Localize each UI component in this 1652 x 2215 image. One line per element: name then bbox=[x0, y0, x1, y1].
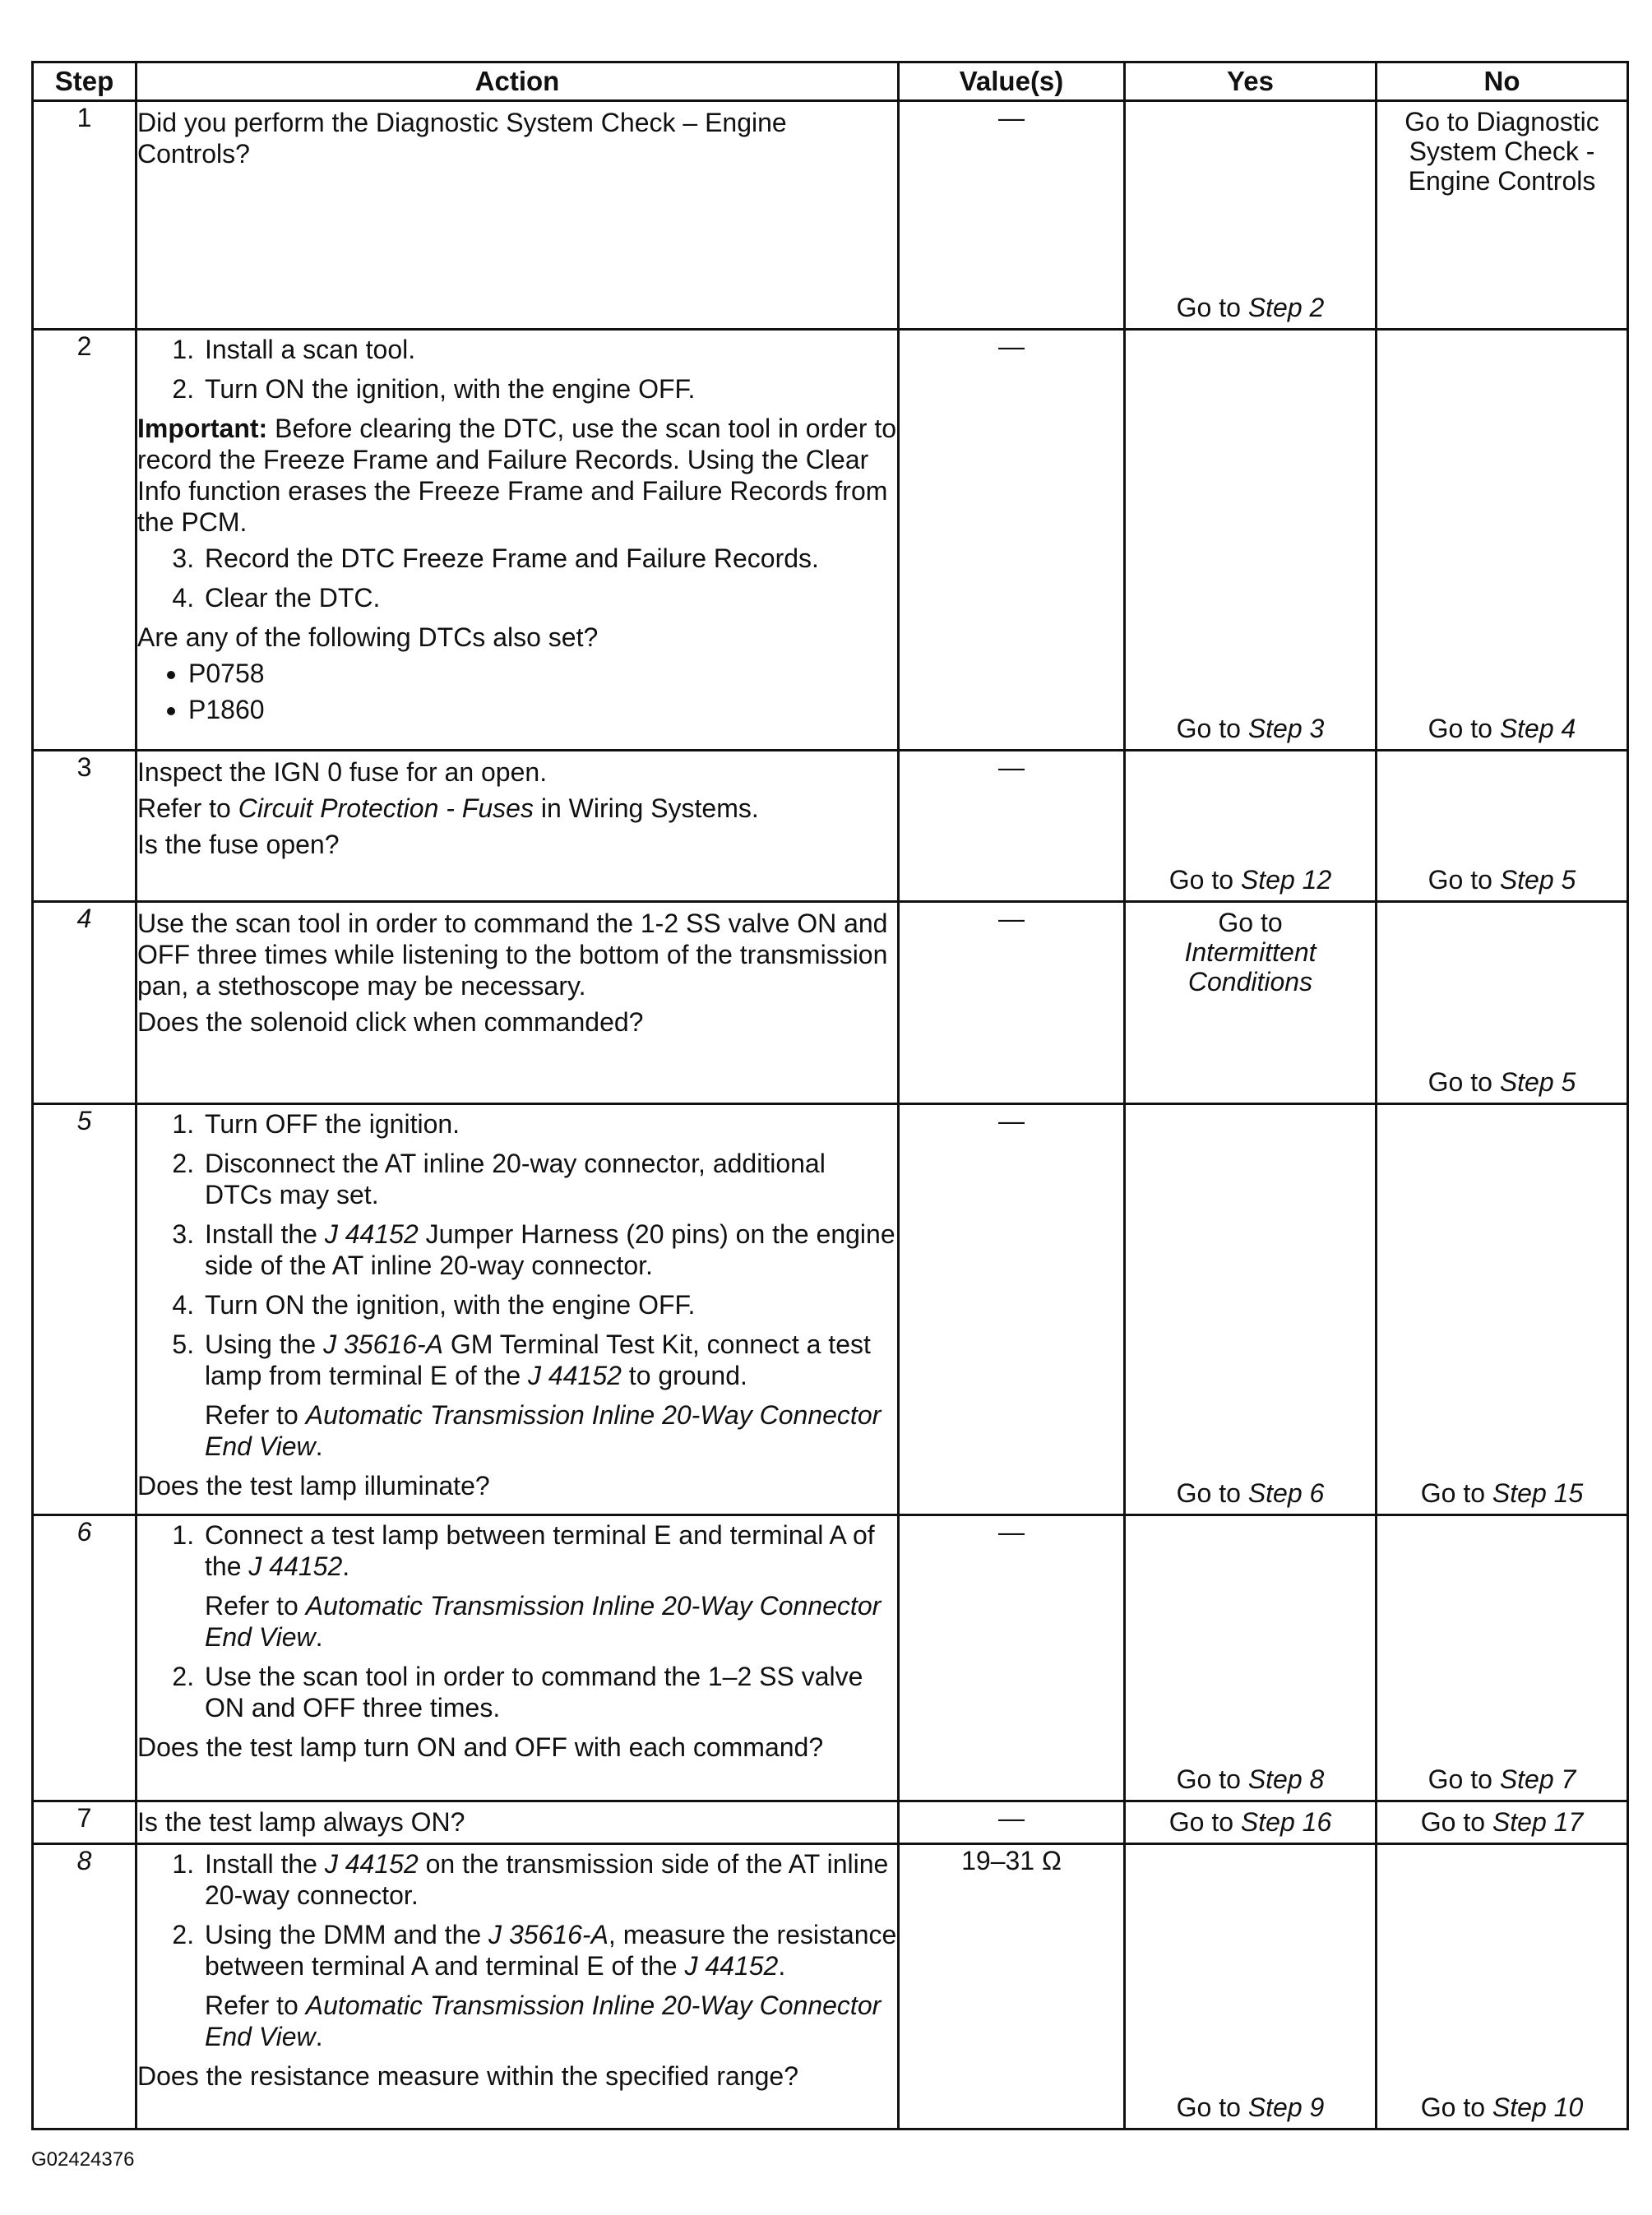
yes-link[interactable]: Go to Step 3 bbox=[1176, 714, 1325, 744]
connector-reference: Refer to Automatic Transmission Inline 20-Way Connector End View. bbox=[205, 1590, 882, 1652]
no-link[interactable]: Go to Step 5 bbox=[1428, 864, 1576, 895]
action-question: Is the test lamp always ON? bbox=[137, 1807, 465, 1838]
yes-cell bbox=[1125, 101, 1377, 330]
no-cell bbox=[1377, 751, 1628, 901]
yes-cell bbox=[1125, 751, 1377, 901]
list-item: 3. Record the DTC Freeze Frame and Failure Records. bbox=[201, 543, 897, 574]
list-item: • P1860 bbox=[188, 694, 897, 725]
no-link[interactable]: Go to Step 4 bbox=[1428, 714, 1576, 744]
no-cell bbox=[1377, 330, 1628, 751]
yes-link[interactable]: Go to Step 8 bbox=[1176, 1764, 1325, 1794]
action-question: Are any of the following DTCs also set? bbox=[137, 622, 599, 653]
yes-link[interactable]: Go to Intermittent Conditions bbox=[1184, 907, 1317, 997]
value-cell: — bbox=[899, 901, 1125, 1103]
step-number: 8 bbox=[33, 1844, 137, 2129]
no-link[interactable]: Go to Diagnostic System Check - Engine Controls bbox=[1404, 107, 1599, 196]
step-number: 4 bbox=[33, 901, 137, 1103]
no-link[interactable]: Go to Step 10 bbox=[1420, 2092, 1584, 2122]
list-item: 1. Turn OFF the ignition. bbox=[201, 1108, 897, 1140]
yes-cell bbox=[1125, 330, 1377, 751]
table-row bbox=[33, 1103, 1628, 1514]
action-cell bbox=[137, 1844, 899, 2129]
no-link[interactable]: Go to Step 7 bbox=[1428, 1764, 1576, 1794]
table-row bbox=[33, 101, 1628, 330]
action-cell bbox=[137, 1103, 899, 1514]
value-cell: — bbox=[899, 1103, 1125, 1514]
action-question: Does the test lamp illuminate? bbox=[137, 1470, 490, 1501]
action-text: Inspect the IGN 0 fuse for an open. bbox=[137, 757, 548, 788]
yes-cell bbox=[1125, 1801, 1377, 1843]
header-yes: Yes bbox=[1125, 62, 1377, 101]
step-number: 5 bbox=[33, 1103, 137, 1514]
no-cell bbox=[1377, 1844, 1628, 2129]
value-cell: — bbox=[899, 751, 1125, 901]
action-steps-list bbox=[137, 543, 897, 613]
value-cell: — bbox=[899, 1514, 1125, 1801]
table-row bbox=[33, 330, 1628, 751]
list-item: 1. Install the J 44152 on the transmission side of the AT inline 20-way connector. bbox=[201, 1848, 897, 1911]
value-cell: 19–31 Ω bbox=[899, 1844, 1125, 2129]
connector-end-view-link[interactable]: Automatic Transmission Inline 20-Way Connector End View bbox=[205, 1991, 882, 2052]
step-number: 2 bbox=[33, 330, 137, 751]
no-cell bbox=[1377, 1103, 1628, 1514]
table-row bbox=[33, 751, 1628, 901]
circuit-protection-link[interactable]: Circuit Protection - Fuses bbox=[238, 793, 534, 824]
header-step: Step bbox=[33, 62, 137, 101]
list-item: 1. Install a scan tool. bbox=[201, 334, 897, 365]
list-item: 1. Connect a test lamp between terminal E and terminal A of the J 44152. Refer to Automatic Transmission Inline 20-Way Connector End View. bbox=[201, 1519, 897, 1653]
yes-link[interactable]: Go to Step 12 bbox=[1168, 864, 1332, 895]
action-text: Did you perform the Diagnostic System Check – Engine Controls? bbox=[137, 108, 787, 169]
yes-cell bbox=[1125, 1103, 1377, 1514]
table-row bbox=[33, 901, 1628, 1103]
action-question: Is the fuse open? bbox=[137, 830, 340, 860]
action-cell bbox=[137, 1514, 899, 1801]
diagnostic-table bbox=[31, 61, 1629, 2130]
action-question: Does the solenoid click when commanded? bbox=[137, 1006, 644, 1037]
action-steps-list bbox=[137, 1848, 897, 2052]
yes-link[interactable]: Go to Step 16 bbox=[1168, 1807, 1332, 1838]
value-cell: — bbox=[899, 101, 1125, 330]
yes-link[interactable]: Go to Step 2 bbox=[1176, 293, 1325, 323]
list-item: 2. Using the DMM and the J 35616-A, measure the resistance between terminal A and terminal E of the J 44152. Refer to Automatic Transmission Inline 20-Way Connector End View. bbox=[201, 1919, 897, 2052]
list-item: 5. Using the J 35616-A GM Terminal Test Kit, connect a test lamp from terminal E of the J 44152 to ground. Refer to Automatic Transmission Inline 20-Way Connector End View. bbox=[201, 1329, 897, 1462]
action-steps-list bbox=[137, 334, 897, 405]
list-item: 2. Disconnect the AT inline 20-way connector, additional DTCs may set. bbox=[201, 1148, 897, 1210]
step-number: 1 bbox=[33, 101, 137, 330]
yes-link[interactable]: Go to Step 6 bbox=[1176, 1477, 1325, 1508]
list-item: 2. Use the scan tool in order to command the 1–2 SS valve ON and OFF three times. bbox=[201, 1661, 897, 1723]
header-no: No bbox=[1377, 62, 1628, 101]
table-row bbox=[33, 1514, 1628, 1801]
list-item: • P0758 bbox=[188, 658, 897, 689]
connector-end-view-link[interactable]: Automatic Transmission Inline 20-Way Connector End View bbox=[205, 1590, 882, 1652]
important-note: Important: Before clearing the DTC, use the scan tool in order to record the Freeze Frame and Failure Records. Using the Clear Info function erases the Freeze Frame and Failure Records from the PCM. bbox=[137, 414, 897, 538]
value-cell: — bbox=[899, 1801, 1125, 1843]
value-cell: — bbox=[899, 330, 1125, 751]
list-item: 4. Turn ON the ignition, with the engine OFF. bbox=[201, 1289, 897, 1320]
step-number: 6 bbox=[33, 1514, 137, 1801]
step-number: 7 bbox=[33, 1801, 137, 1843]
list-item: 3. Install the J 44152 Jumper Harness (20 pins) on the engine side of the AT inline 20-way connector. bbox=[201, 1218, 897, 1281]
action-cell bbox=[137, 1801, 899, 1843]
no-link[interactable]: Go to Step 15 bbox=[1420, 1477, 1584, 1508]
no-cell bbox=[1377, 1801, 1628, 1843]
connector-reference: Refer to Automatic Transmission Inline 20-Way Connector End View. bbox=[205, 1991, 882, 2052]
yes-link[interactable]: Go to Step 9 bbox=[1176, 2092, 1325, 2122]
list-item: 4. Clear the DTC. bbox=[201, 582, 897, 613]
figure-id: G02424376 bbox=[31, 2148, 135, 2171]
header-action: Action bbox=[137, 62, 899, 101]
action-question: Does the resistance measure within the specified range? bbox=[137, 2061, 798, 2092]
action-steps-list bbox=[137, 1108, 897, 1462]
action-question: Does the test lamp turn ON and OFF with each command? bbox=[137, 1732, 824, 1762]
no-link[interactable]: Go to Step 5 bbox=[1428, 1066, 1576, 1097]
important-label: Important: bbox=[137, 414, 268, 444]
action-cell bbox=[137, 901, 899, 1103]
connector-end-view-link[interactable]: Automatic Transmission Inline 20-Way Connector End View bbox=[205, 1399, 882, 1461]
yes-cell bbox=[1125, 901, 1377, 1103]
yes-cell bbox=[1125, 1844, 1377, 2129]
action-cell bbox=[137, 330, 899, 751]
connector-reference: Refer to Automatic Transmission Inline 20-Way Connector End View. bbox=[205, 1399, 882, 1461]
action-cell bbox=[137, 751, 899, 901]
action-cell bbox=[137, 101, 899, 330]
table-header-row bbox=[33, 62, 1628, 101]
no-cell bbox=[1377, 101, 1628, 330]
step-number: 3 bbox=[33, 751, 137, 901]
action-steps-list bbox=[137, 1519, 897, 1723]
table-row bbox=[33, 1801, 1628, 1843]
action-text: Use the scan tool in order to command the 1-2 SS valve ON and OFF three times while listening to the bottom of the transmission pan, a stethoscope may be necessary. bbox=[137, 908, 888, 1001]
dtc-list bbox=[137, 658, 897, 725]
list-item: 2. Turn ON the ignition, with the engine OFF. bbox=[201, 373, 897, 405]
yes-cell bbox=[1125, 1514, 1377, 1801]
header-values: Value(s) bbox=[899, 62, 1125, 101]
no-link[interactable]: Go to Step 17 bbox=[1420, 1807, 1584, 1838]
no-cell bbox=[1377, 1514, 1628, 1801]
table-row bbox=[33, 1844, 1628, 2129]
action-reference: Refer to Circuit Protection - Fuses in Wiring Systems. bbox=[137, 793, 759, 824]
no-cell bbox=[1377, 901, 1628, 1103]
